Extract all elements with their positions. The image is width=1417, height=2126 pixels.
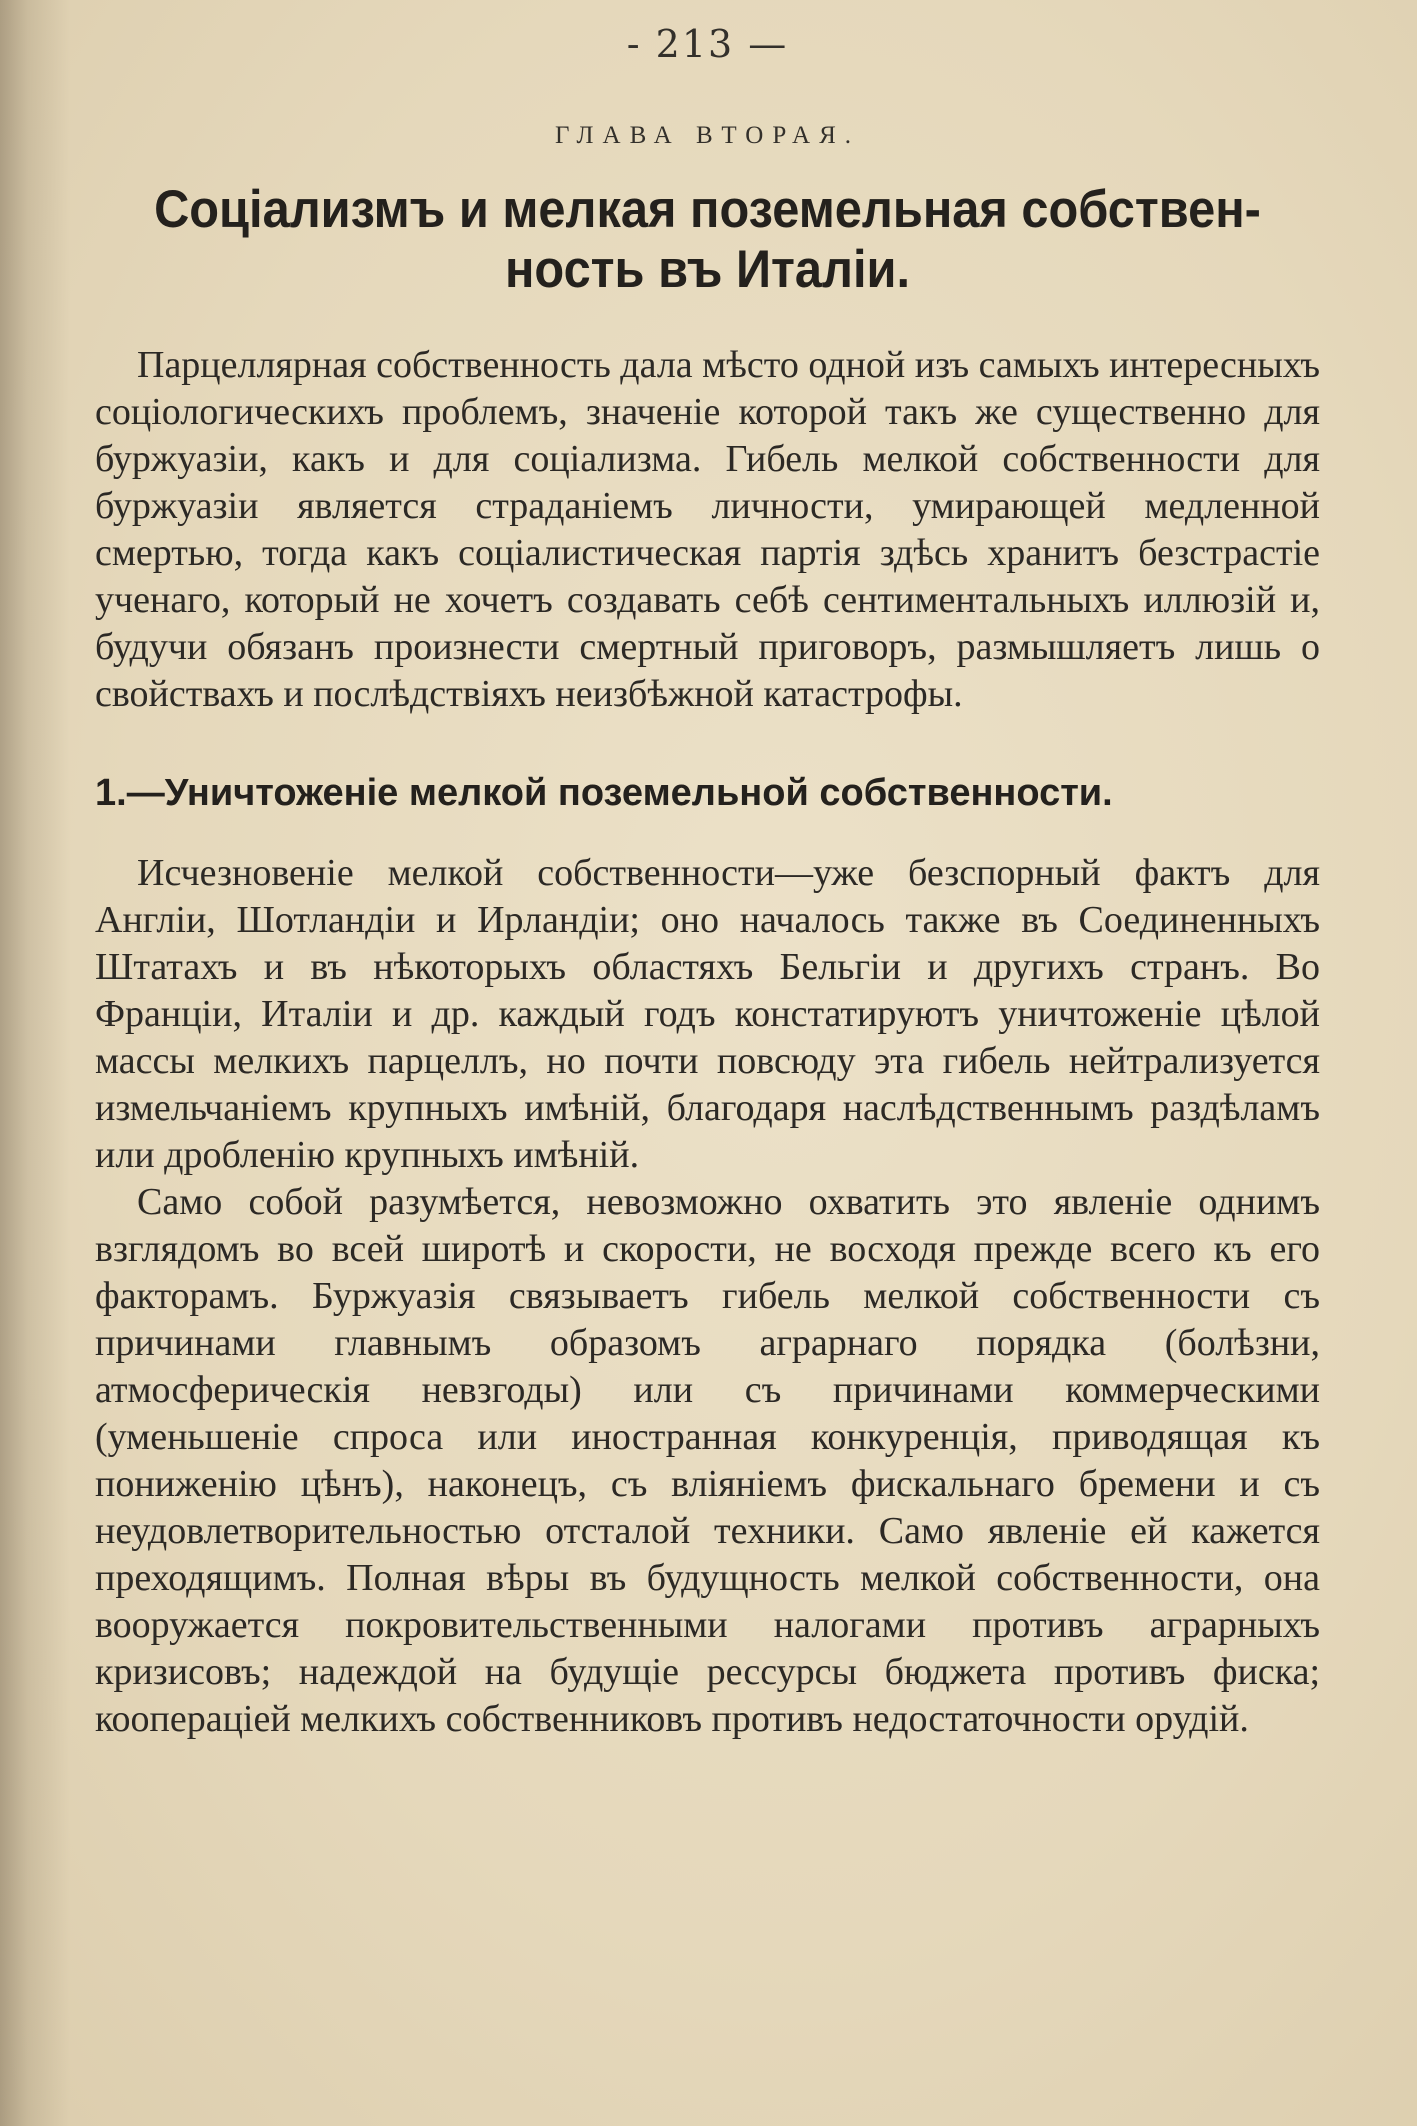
section-paragraph-2: Само собой разумѣется, невозможно охватить это явленіе однимъ взглядомъ во всей широтѣ и скорости, не восходя прежде всего къ его факторамъ. Буржуазія связываетъ гибель мелкой собственности съ причинами главнымъ образомъ аграрнаго порядка (болѣзни, атмосферическія невзгоды) или съ причинами коммерческими (уменьшеніе спроса или иностранная конкуренція, приводящая къ пониженію цѣнъ), наконецъ, съ вліяніемъ фискальнаго бремени и съ неудовлетворительностью отсталой техники. Само явленіе ей кажется преходящимъ. Полная вѣры въ будущность мелкой собственности, она вооружается покровительственными налогами противъ аграрныхъ кризисовъ; надеждой на будущіе рессурсы бюджета противъ фиска; коопераціей мелкихъ собственниковъ противъ недостаточности орудій.	[95, 1181, 1320, 1740]
page-content	[95, 22, 1320, 1743]
section-paragraph-1: Исчезновеніе мелкой собственности—уже безспорный фактъ для Англіи, Шотландіи и Ирландіи; оно началось также въ Соединенныхъ Штатахъ и въ нѣкоторыхъ областяхъ Бельгіи и другихъ странъ. Во Франціи, Италіи и др. каждый годъ констатируютъ уничтоженіе цѣлой массы мелкихъ парцеллъ, но почти повсюду эта гибель нейтрализуется измельчаніемъ крупныхъ имѣній, благодаря наслѣдственнымъ раздѣламъ или дробленію крупныхъ имѣній.	[95, 852, 1320, 1176]
chapter-title-line-2: ность въ Италіи.	[504, 240, 911, 299]
chapter-title-line-1: Соціализмъ и мелкая поземельная собствен-	[154, 180, 1261, 239]
intro-paragraph: Парцеллярная собственность дала мѣсто одной изъ самыхъ интересныхъ соціологическихъ проблемъ, значеніе которой такъ же существенно для буржуазіи, какъ и для соціализма. Гибель мелкой собственности для буржуазіи является страданіемъ личности, умирающей медленной смертью, тогда какъ соціалистическая партія здѣсь хранитъ безстрастіе ученаго, который не хочетъ создавать себѣ сентиментальныхъ иллюзій и, будучи обязанъ произнести смертный приговоръ, размышляетъ лишь о свойствахъ и послѣдствіяхъ неизбѣжной катастрофы.	[95, 344, 1320, 715]
section-heading: 1.—Уничтоженіе мелкой поземельной собственности.	[95, 772, 1113, 814]
chapter-label: ГЛАВА ВТОРАЯ.	[554, 122, 860, 149]
page-number: - 213 —	[626, 22, 789, 66]
chapter-title	[144, 180, 1271, 300]
